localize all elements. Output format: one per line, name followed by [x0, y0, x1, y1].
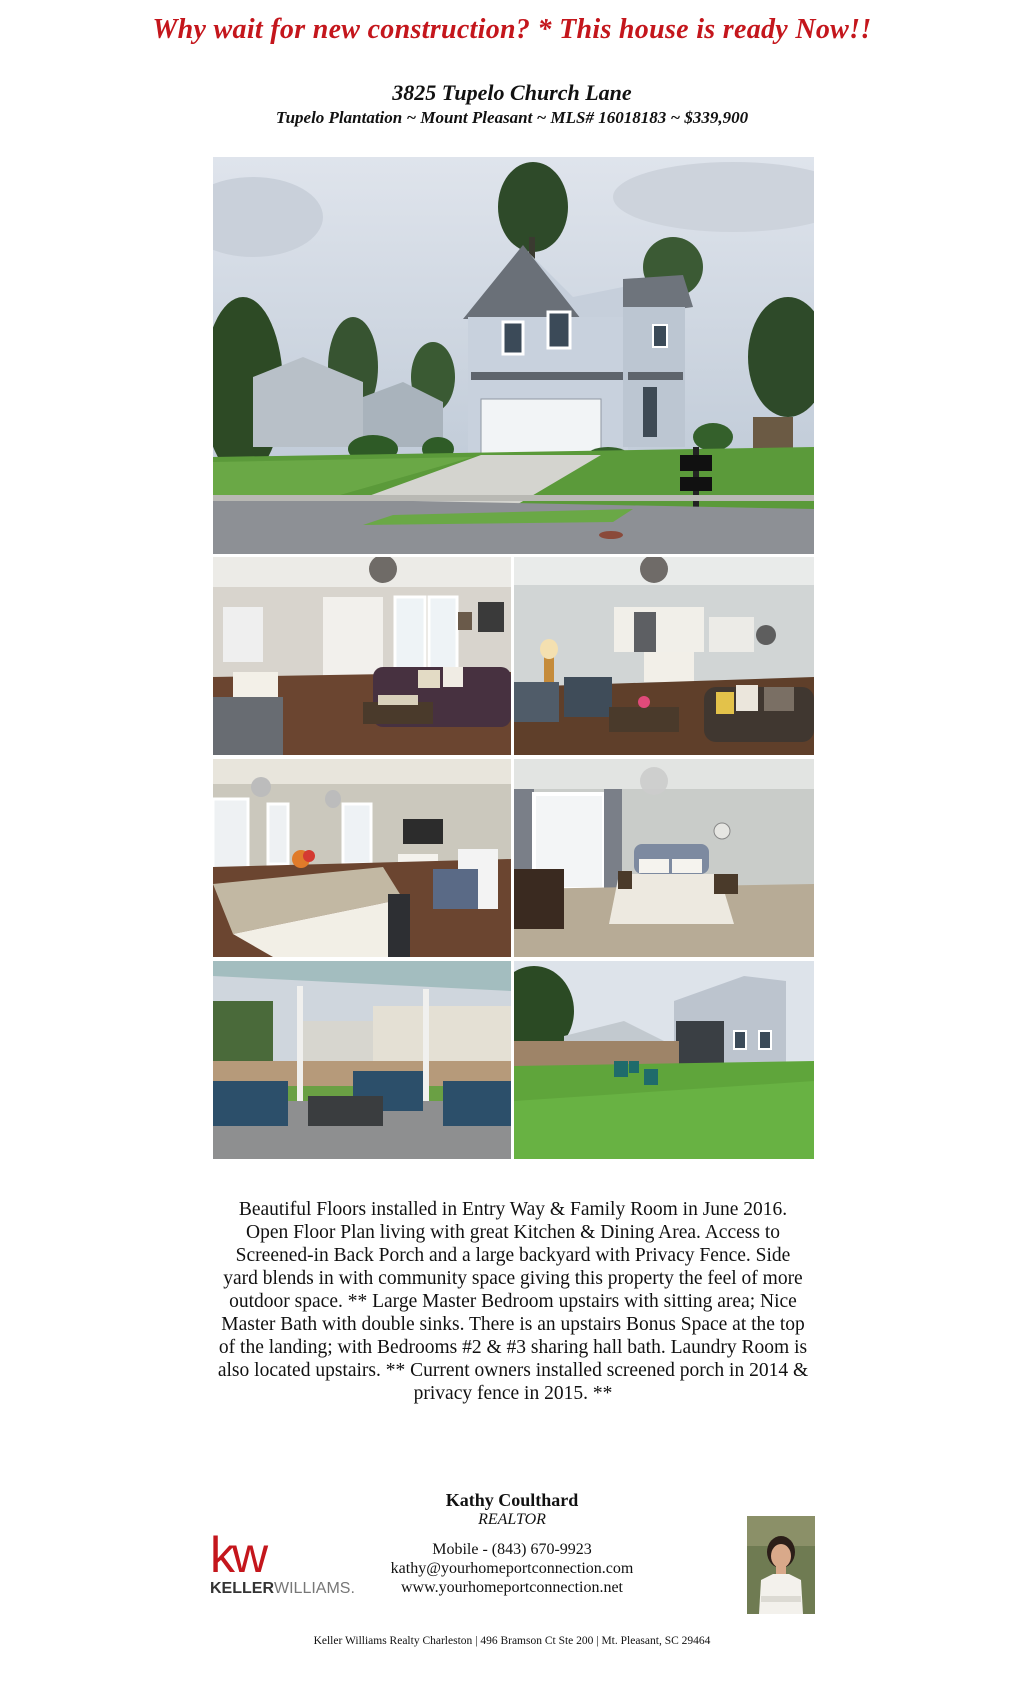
- wordmark-bold: KELLER: [210, 1580, 274, 1597]
- property-subline: Tupelo Plantation ~ Mount Pleasant ~ MLS# 16018183 ~ $339,900: [275, 108, 749, 127]
- screened-porch-photo: [213, 961, 511, 1159]
- agent-email[interactable]: kathy@yourhomeportconnection.com: [390, 1560, 634, 1577]
- family-room-photo: [514, 557, 814, 755]
- agent-website[interactable]: www.yourhomeportconnection.net: [400, 1579, 623, 1596]
- agent-mobile: Mobile - (843) 670-9923: [432, 1541, 592, 1558]
- master-bedroom-photo: [514, 759, 814, 957]
- exterior-photo: [213, 157, 814, 554]
- office-footer: Keller Williams Realty Charleston | 496 Bramson Ct Ste 200 | Mt. Pleasant, SC 29464: [313, 1635, 711, 1647]
- kitchen-photo: [213, 759, 511, 957]
- backyard-photo: [514, 961, 814, 1159]
- property-description: Beautiful Floors installed in Entry Way & Family Room in June 2016. Open Floor Plan living with great Kitchen & Dining Area. Access to Screened-in Back Porch and a large backyard with Privacy Fence. Side yard blends in with community space giving this property the feel of more outdoor space. ** Large Master Bedroom upstairs with sitting area; Nice Master Bath with double sinks. There is an upstairs Bonus Space at the top of the landing; with Bedrooms #2 & #3 sharing hall bath. Laundry Room is also located upstairs. ** Current owners installed screened porch in 2014 & privacy fence in 2015. **: [217, 1199, 809, 1404]
- keller-williams-wordmark: [210, 1580, 370, 1598]
- agent-headshot: [747, 1516, 815, 1614]
- wordmark-light: WILLIAMS.: [274, 1580, 355, 1597]
- living-room-photo: [213, 557, 511, 755]
- headline: Why wait for new construction? * This house is ready Now!!: [152, 14, 872, 45]
- agent-name: Kathy Coulthard: [445, 1490, 579, 1510]
- kw-mark: kw: [210, 1530, 266, 1580]
- agent-title: REALTOR: [478, 1511, 546, 1528]
- property-address: 3825 Tupelo Church Lane: [392, 80, 632, 105]
